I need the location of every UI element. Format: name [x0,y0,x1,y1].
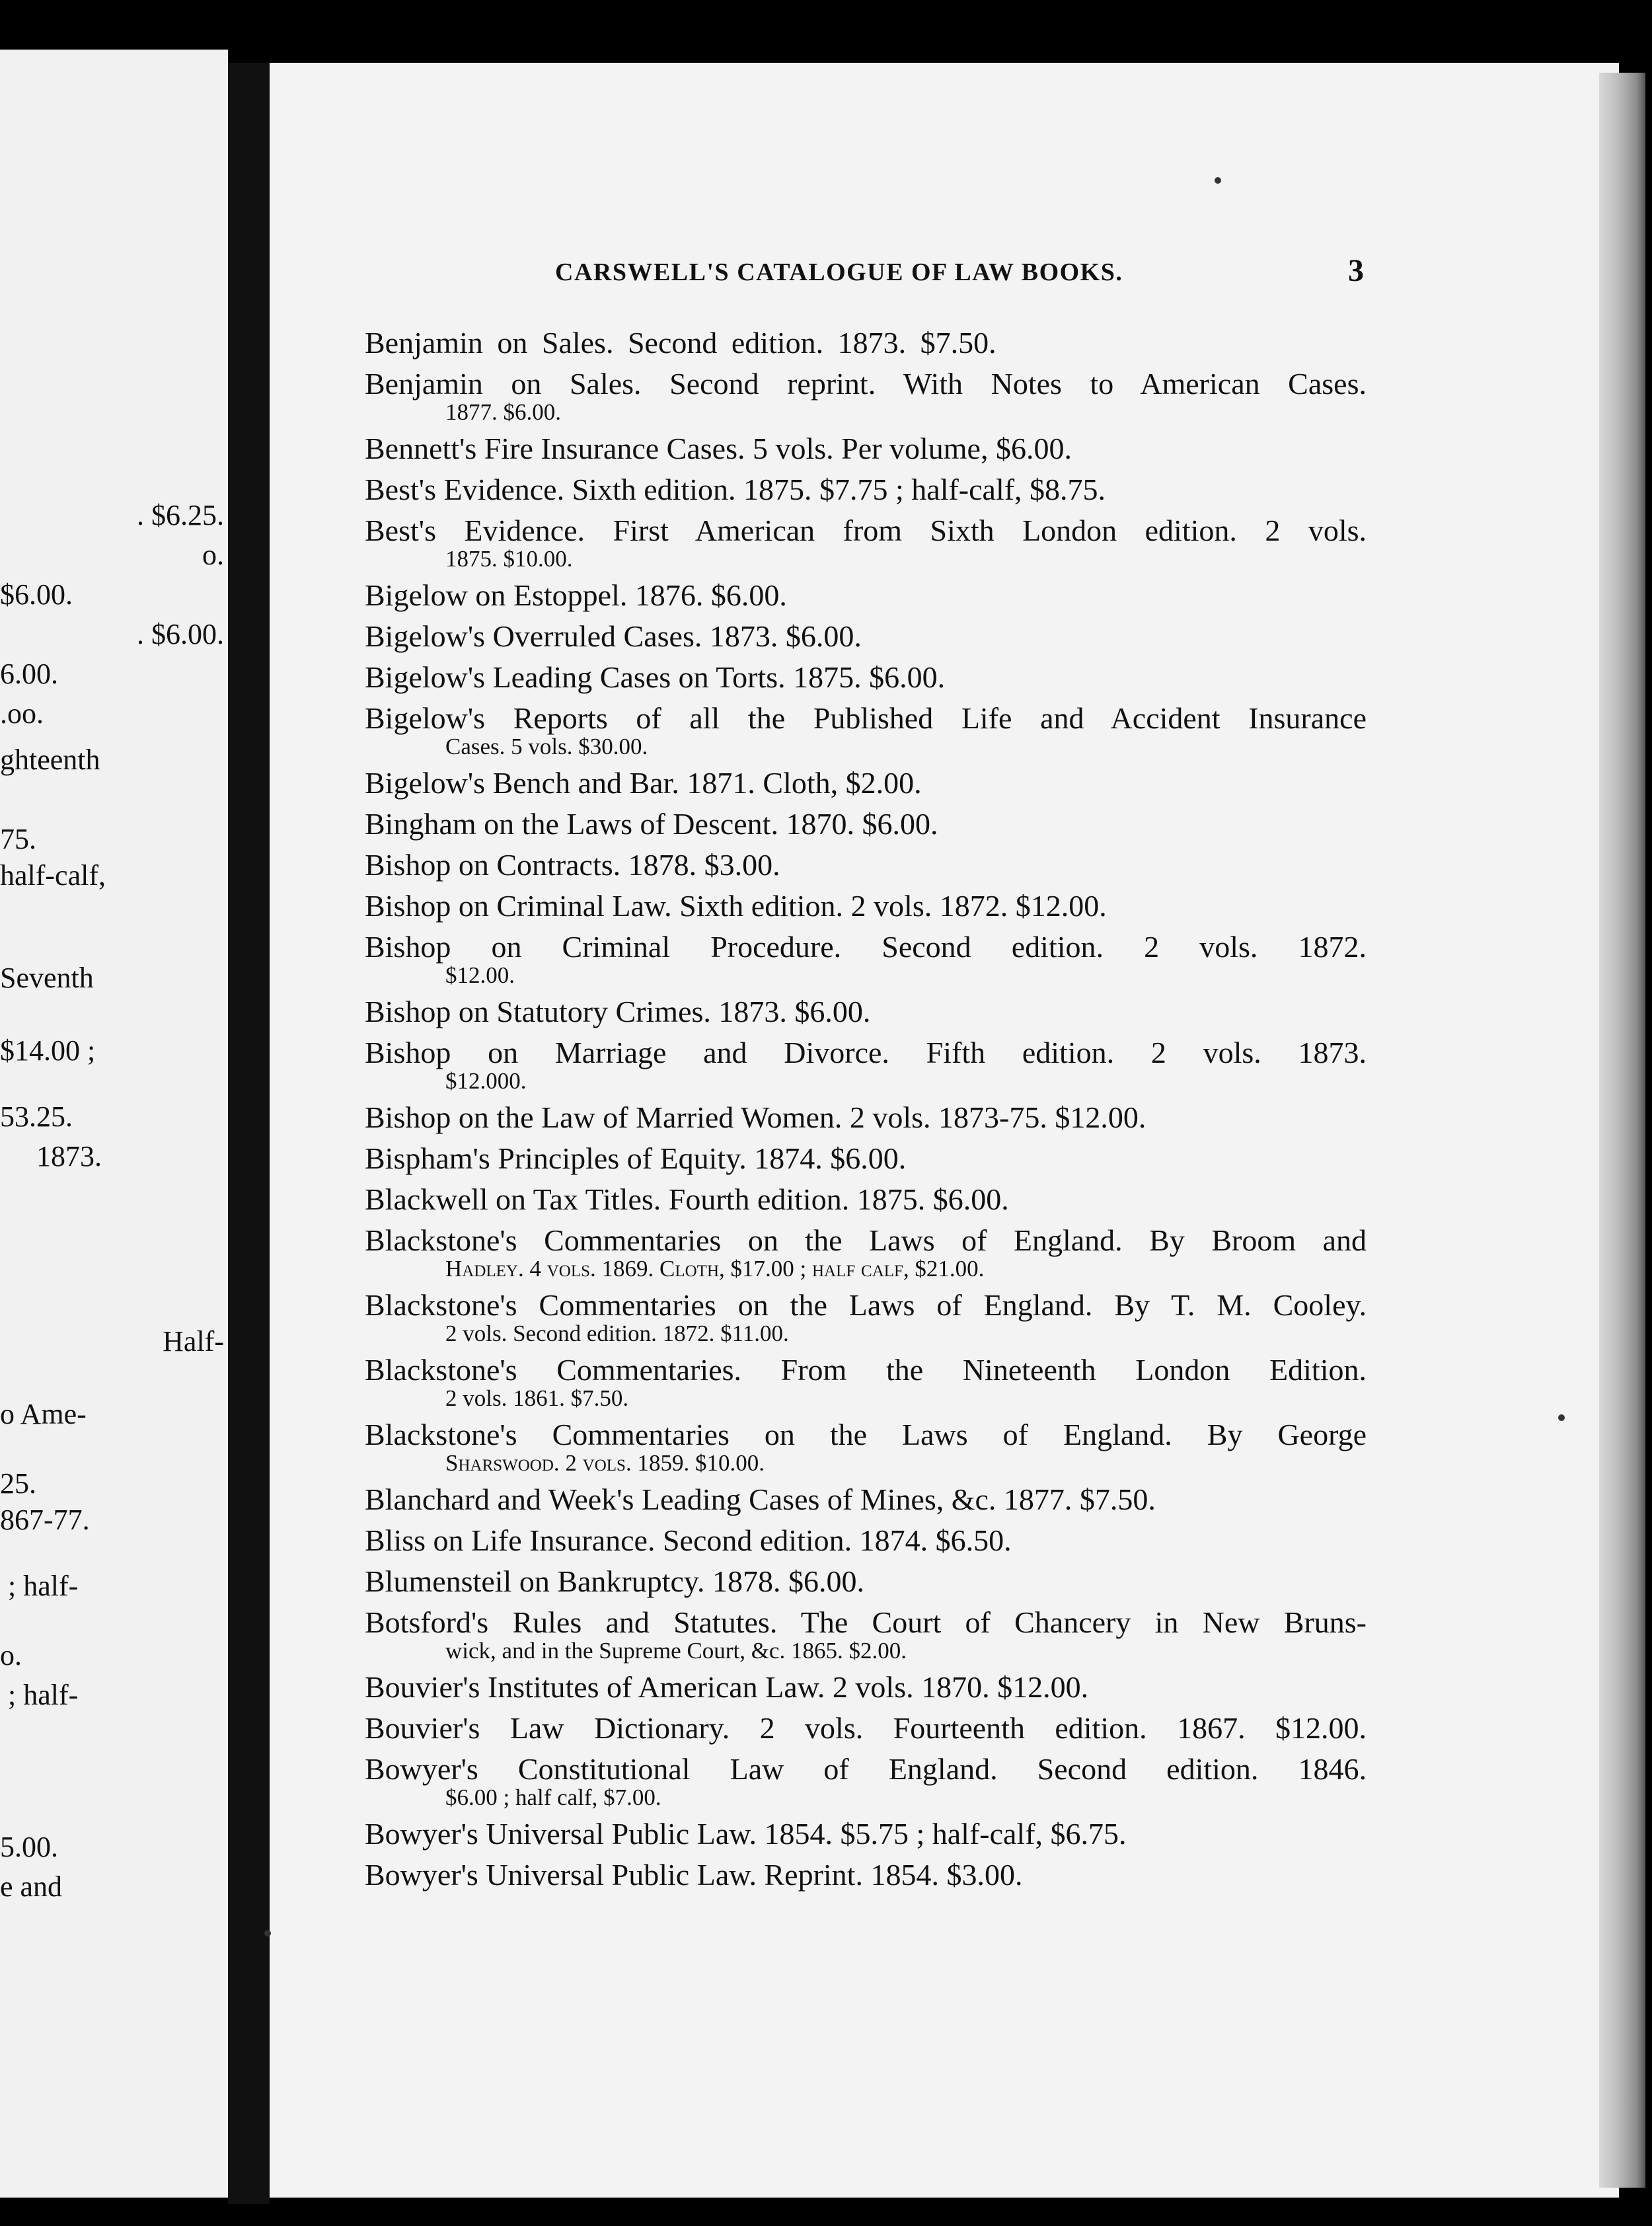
catalogue-entry [365,1032,1367,1094]
entry-title-line: Blanchard and Week's Leading Cases of Mines, &c. 1877. $7.50. [365,1482,1156,1516]
left-page-line: ghteenth [0,744,100,776]
left-page-line: Half- [163,1325,224,1358]
catalogue-entry [365,1749,1367,1811]
entry-title-line: Blackstone's Commentaries. From the Nineteenth London Edition. [365,1353,1367,1387]
entry-title-line: Benjamin on Sales. Second reprint. With Notes to American Cases. [365,367,1367,401]
catalogue-entry [365,616,1367,657]
entry-continuation: $12.00. [445,962,515,988]
catalogue-entry [365,1561,1367,1602]
entry-title-line: Bouvier's Law Dictionary. 2 vols. Fourteenth edition. 1867. $12.00. [365,1711,1367,1745]
catalogue-entry [365,1667,1367,1708]
left-page-line: ; half- [8,1679,79,1711]
paper-speck [1215,177,1221,184]
running-title: CARSWELL'S CATALOGUE OF LAW BOOKS. [555,258,1123,286]
catalogue-entry [365,469,1367,510]
left-page-line: o. [0,1639,22,1671]
left-page-line: o. [202,539,224,571]
catalogue-entry [365,510,1367,572]
entry-title-line: Bispham's Principles of Equity. 1874. $6.00. [365,1141,907,1175]
left-page-line: Seventh [0,962,94,994]
catalogue-entry [365,763,1367,804]
entry-title-line: Blumensteil on Bankruptcy. 1878. $6.00. [365,1564,864,1598]
left-page-line: 867-77. [0,1504,90,1536]
entry-continuation: wick, and in the Supreme Court, &c. 1865. $2.00. [445,1638,907,1664]
left-page-line: 25. [0,1467,36,1500]
entry-title-line: Bigelow on Estoppel. 1876. $6.00. [365,578,787,612]
entry-continuation: 1875. $10.00. [445,546,573,572]
catalogue-entry [365,991,1367,1032]
entry-continuation: Sharswood. 2 vols. 1859. $10.00. [445,1450,765,1476]
catalogue-entry [365,845,1367,886]
entry-title-line: Botsford's Rules and Statutes. The Court of Chancery in New Bruns- [365,1605,1367,1639]
catalogue-entry [365,1097,1367,1138]
entry-title-line: Bingham on the Laws of Descent. 1870. $6.00. [365,807,938,841]
page-number: 3 [1348,253,1364,288]
catalogue-entry [365,1138,1367,1179]
entry-title-line: Bishop on Criminal Law. Sixth edition. 2 vols. 1872. $12.00. [365,889,1107,923]
entry-title-line: Bowyer's Universal Public Law. Reprint. 1854. $3.00. [365,1858,1023,1892]
catalogue-entry [365,1220,1367,1282]
catalogue-entry [365,1708,1367,1749]
left-page-line: 5.00. [0,1831,58,1863]
left-page-line: o Ame- [0,1398,87,1430]
entry-title-line: Blackwell on Tax Titles. Fourth edition. 1875. $6.00. [365,1182,1009,1216]
catalogue-entry [365,1479,1367,1520]
entry-title-line: Benjamin on Sales. Second edition. 1873. $7.50. [365,326,996,360]
entry-title-line: Bouvier's Institutes of American Law. 2 vols. 1870. $12.00. [365,1670,1089,1704]
catalogue-entry [365,804,1367,845]
catalogue-entry [365,1814,1367,1855]
catalogue-entry [365,657,1367,698]
entry-title-line: Bigelow's Overruled Cases. 1873. $6.00. [365,619,862,653]
left-page-line: . $6.00. [137,618,224,650]
entry-title-line: Bishop on Criminal Procedure. Second edition. 2 vols. 1872. [365,930,1367,964]
catalogue-entry [365,698,1367,760]
entry-title-line: Best's Evidence. First American from Sixth London edition. 2 vols. [365,514,1367,547]
entry-title-line: Bigelow's Reports of all the Published Life and Accident Insurance [365,701,1367,735]
entry-continuation: 2 vols. Second edition. 1872. $11.00. [445,1321,789,1346]
entry-continuation: 1877. $6.00. [445,399,561,425]
left-page-line: $14.00 ; [0,1034,96,1067]
entry-title-line: Bennett's Fire Insurance Cases. 5 vols. Per volume, $6.00. [365,432,1072,465]
entry-title-line: Bowyer's Universal Public Law. 1854. $5.75 ; half-calf, $6.75. [365,1817,1127,1851]
catalogue-entry [365,1179,1367,1220]
entry-title-line: Bigelow's Bench and Bar. 1871. Cloth, $2.00. [365,766,922,800]
catalogue-entry [365,1350,1367,1412]
left-page-line: 53.25. [0,1100,73,1133]
catalogue-entry [365,323,1367,364]
catalogue-entry [365,1520,1367,1561]
catalogue-entry [365,575,1367,616]
entry-continuation: Hadley. 4 vols. 1869. Cloth, $17.00 ; half calf, $21.00. [445,1256,985,1282]
left-page-line: 1873. [36,1140,102,1172]
catalogue-entry [365,1602,1367,1664]
entry-continuation: $6.00 ; half calf, $7.00. [445,1785,661,1810]
catalogue-entry [365,886,1367,927]
entry-title-line: Bishop on Marriage and Divorce. Fifth edition. 2 vols. 1873. [365,1036,1367,1069]
entry-continuation: Cases. 5 vols. $30.00. [445,734,648,759]
left-facing-page [0,50,228,2198]
left-page-line: $6.00. [0,578,73,611]
catalogue-entry [365,364,1367,426]
left-page-line: . $6.25. [137,499,224,531]
catalogue-entry [365,1285,1367,1347]
catalogue-entries [365,323,1367,1896]
left-page-line: 75. [0,823,36,855]
entry-title-line: Blackstone's Commentaries on the Laws of England. By George [365,1418,1367,1451]
entry-title-line: Bishop on Statutory Crimes. 1873. $6.00. [365,995,871,1028]
left-page-line: half-calf, [0,859,106,892]
entry-title-line: Blackstone's Commentaries on the Laws of England. By T. M. Cooley. [365,1288,1367,1322]
entry-continuation: 2 vols. 1861. $7.50. [445,1385,629,1411]
catalogue-entry [365,428,1367,469]
entry-title-line: Blackstone's Commentaries on the Laws of England. By Broom and [365,1223,1367,1257]
entry-title-line: Best's Evidence. Sixth edition. 1875. $7.75 ; half-calf, $8.75. [365,473,1106,506]
entry-title-line: Bowyer's Constitutional Law of England. Second edition. 1846. [365,1752,1367,1786]
entry-title-line: Bliss on Life Insurance. Second edition. 1874. $6.50. [365,1523,1012,1557]
left-page-line: .oo. [0,697,44,730]
paper-speck [1558,1414,1565,1421]
page-edge-shadow [1599,73,1645,2188]
catalogue-entry [365,1414,1367,1477]
entry-title-line: Bishop on Contracts. 1878. $3.00. [365,848,780,882]
entry-title-line: Bigelow's Leading Cases on Torts. 1875. $6.00. [365,660,946,694]
book-gutter [228,63,270,2204]
entry-continuation: $12.000. [445,1068,527,1094]
left-page-line: e and [0,1870,63,1903]
left-page-line: 6.00. [0,658,58,690]
left-page-line: ; half- [8,1570,79,1602]
catalogue-entry [365,927,1367,989]
catalogue-entry [365,1855,1367,1896]
entry-title-line: Bishop on the Law of Married Women. 2 vols. 1873-75. $12.00. [365,1100,1146,1134]
paper-speck [264,1930,271,1937]
